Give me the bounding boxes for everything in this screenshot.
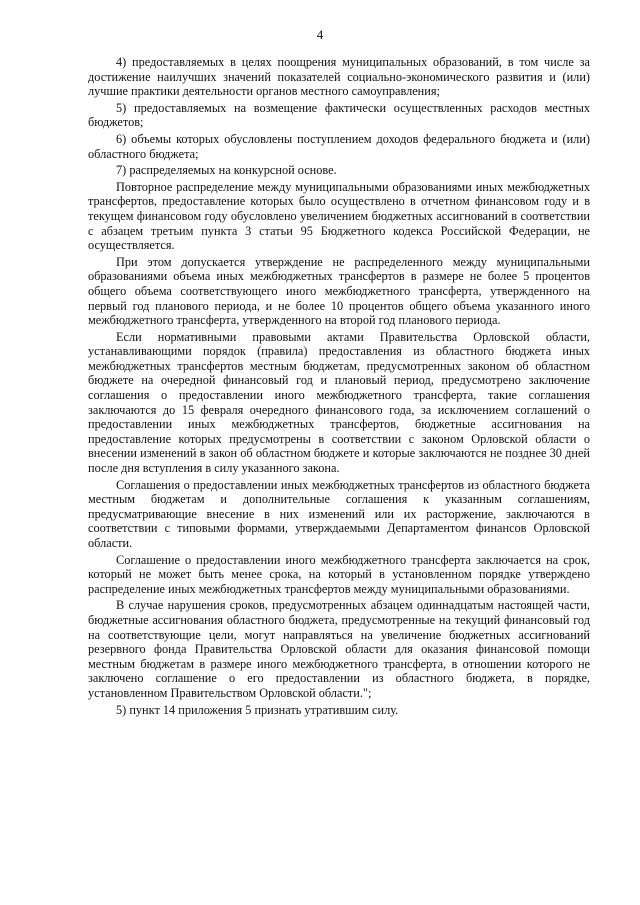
paragraph-item-4: 4) предоставляемых в целях поощрения муниципальных образований, в том числе за достижение наилучших значений показателей социально-экономического развития и (или) лучшие практики деятельности органов местного самоуправления; — [88, 55, 590, 99]
paragraph-standard-forms: Соглашения о предоставлении иных межбюджетных трансфертов из областного бюджета местным бюджетам и дополнительные соглашения к указанным соглашениям, предусматривающие внесение в них изменений или их расторжение, заключаются в соответствии с типовыми формами, утверждаемыми Департаментом финансов Орловской области. — [88, 477, 590, 550]
paragraph-agreement-term: Соглашение о предоставлении иного межбюджетного трансферта заключается на срок, который не может быть менее срока, на который в установленном порядке утверждено распределение иных межбюджетных трансфертов между муниципальными образованиями. — [88, 552, 590, 596]
paragraph-item-7: 7) распределяемых на конкурсной основе. — [116, 163, 337, 178]
document-body — [88, 55, 590, 719]
paragraph-agreement-deadline: Если нормативными правовыми актами Правительства Орловской области, устанавливающими порядок (правила) предоставления из областного бюджета иных межбюджетных трансфертов местным бюджетам, предусмотренных законом об областном бюджете на очередной финансовый год и плановый период, предусмотрено заключение соглашения о предоставлении иного межбюджетного трансферта, такие соглашения заключаются до 15 февраля очередного финансового года, за исключением соглашений о предоставлении иных межбюджетных трансфертов, бюджетные ассигнования на предоставление которых предусмотрены в соответствии с законом Орловской области о внесении изменений в закон об областном бюджете и которые заключаются не позднее 30 дней после дня вступления в силу указанного закона. — [88, 329, 590, 476]
paragraph-item-6: 6) объемы которых обусловлены поступлением доходов федерального бюджета и (или) областного бюджета; — [88, 131, 590, 161]
page-number: 4 — [316, 27, 324, 42]
paragraph-item-5: 5) предоставляемых на возмещение фактически осуществленных расходов местных бюджетов; — [88, 100, 590, 130]
paragraph-point-14-repeal: 5) пункт 14 приложения 5 признать утратившим силу. — [116, 702, 399, 717]
paragraph-redistribution: Повторное распределение между муниципальными образованиями иных межбюджетных трансфертов, предоставление которых было осуществлено в отчетном финансовом году и в текущем финансовом году обусловлено увеличением бюджетных ассигнований в соответствии с абзацем третьим пункта 3 статьи 95 Бюджетного кодекса Российской Федерации, не осуществляется. — [88, 179, 590, 253]
paragraph-reserve-fund: В случае нарушения сроков, предусмотренных абзацем одиннадцатым настоящей части, бюджетные ассигнования областного бюджета, предусмотренные на текущий финансовый год на соответствующие цели, могут направляться на увеличение бюджетных ассигнований резервного фонда Правительства Орловской области для оказания финансовой помощи местным бюджетам в размере иного межбюджетного трансферта, в отношении которого не заключено соглашение о его предоставлении из областного бюджета, в порядке, установленном Правительством Орловской области."; — [88, 598, 590, 700]
paragraph-undistributed-volume: При этом допускается утверждение не распределенного между муниципальными образованиями объема иных межбюджетных трансфертов в размере не более 5 процентов общего объема соответствующего иного межбюджетного трансферта, утвержденного на первый год планового периода, и не более 10 процентов общего объема указанного иного межбюджетного трансферта, утвержденного на второй год планового периода. — [88, 254, 590, 328]
